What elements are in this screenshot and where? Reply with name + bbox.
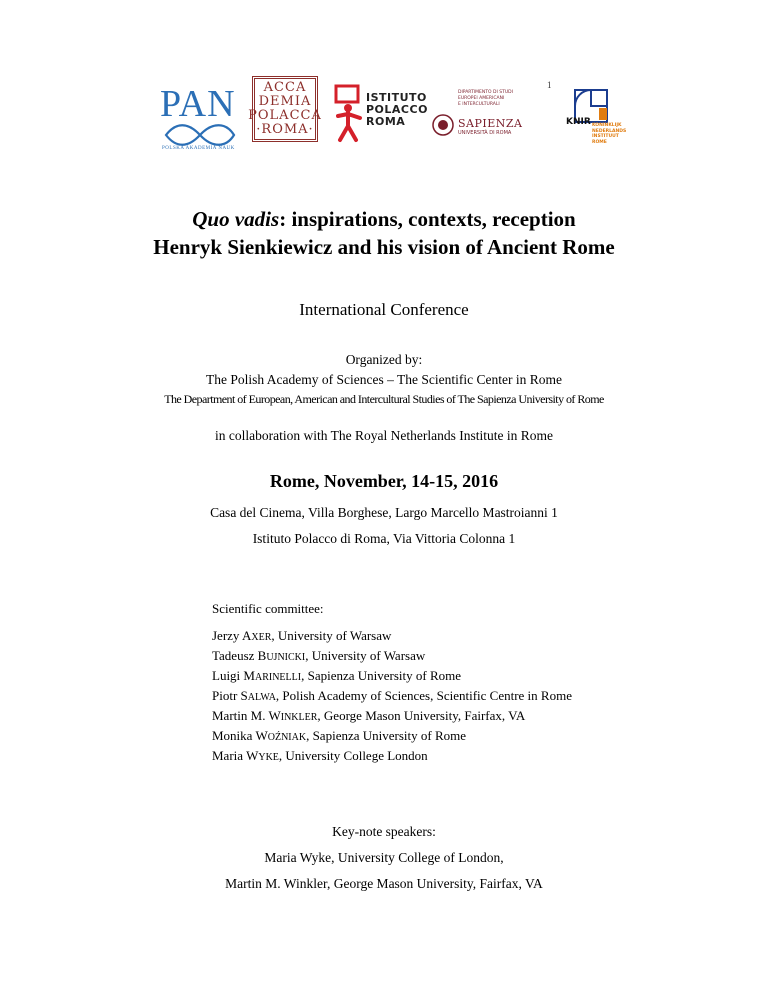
member-affiliation: , University of Warsaw: [305, 648, 426, 663]
member-affiliation: , University College London: [278, 748, 428, 763]
sapienza-name: SAPIENZA: [458, 117, 523, 130]
member-first: Martin M.: [212, 708, 269, 723]
sapienza-university: UNIVERSITÀ DI ROMA: [458, 130, 512, 136]
member-last-rest: ARINELLI: [254, 672, 302, 683]
sapienza-dept-line-2: EUROPEI AMERICANI: [458, 96, 505, 101]
member-first: Jerzy: [212, 628, 242, 643]
member-last-initial: B: [257, 648, 267, 663]
member-affiliation: , Sapienza University of Rome: [301, 668, 462, 683]
member-first: Piotr: [212, 688, 241, 703]
infinity-icon: [160, 122, 240, 148]
accademia-line-2: DEMIA: [258, 94, 312, 109]
title-italic: Quo vadis: [192, 207, 280, 231]
accademia-line-4: ·ROMA·: [256, 122, 314, 137]
knir-sub-1: KONINKLIJK: [592, 123, 622, 128]
member-first: Monika: [212, 728, 256, 743]
committee-member: [212, 628, 391, 644]
member-affiliation: , Sapienza University of Rome: [306, 728, 467, 743]
conference-date: Rome, November, 14-15, 2016: [269, 471, 499, 491]
pan-logo-subtitle: POLSKA AKADEMIA NAUK: [162, 146, 235, 151]
keynote-speaker-1: Maria Wyke, University College of London,: [264, 850, 504, 865]
sapienza-dept-line-3: E INTERCULTURALI: [458, 102, 500, 107]
member-affiliation: , University of Warsaw: [271, 628, 392, 643]
member-last-rest: OŹNIAK: [267, 732, 307, 743]
committee-member: [212, 728, 466, 744]
istituto-line-3: ROMA: [366, 115, 406, 128]
organized-label: Organized by:: [345, 352, 423, 367]
member-last-initial: S: [240, 688, 248, 703]
organizer-1: The Polish Academy of Sciences – The Scientific Center in Rome: [206, 372, 562, 387]
member-first: Tadeusz: [212, 648, 258, 663]
member-first: Luigi: [212, 668, 244, 683]
sapienza-logo: [432, 90, 532, 140]
committee-member: [212, 648, 425, 664]
member-last-rest: ALWA: [247, 692, 276, 703]
accademia-line-1: ACCA: [263, 80, 307, 95]
member-last-initial: W: [255, 728, 268, 743]
title-line-1: [0, 205, 768, 233]
knir-sub-4: ROME: [592, 139, 607, 145]
member-last-initial: M: [243, 668, 255, 683]
member-affiliation: , George Mason University, Fairfax, VA: [317, 708, 526, 723]
member-first: Maria: [212, 748, 247, 763]
member-last-initial: W: [268, 708, 281, 723]
collaboration: in collaboration with The Royal Netherlands Institute in Rome: [215, 428, 553, 443]
accademia-polacca-logo: [248, 76, 322, 142]
keynote-speaker-2: Martin M. Winkler, George Mason University, Fairfax, VA: [225, 876, 543, 891]
conference-subtitle: International Conference: [299, 300, 469, 319]
sapienza-seal-icon: [432, 114, 454, 136]
knir-logo: [566, 88, 646, 150]
pan-logo: [160, 83, 240, 152]
venue-2: Istituto Polacco di Roma, Via Vittoria Colonna 1: [252, 531, 516, 546]
istituto-polacco-logo: [332, 84, 428, 144]
accademia-line-3: POLACCA: [248, 108, 322, 123]
title-line-1-rest: : inspirations, contexts, reception: [279, 207, 576, 231]
member-last-rest: UJNICKI: [266, 652, 306, 663]
member-last-rest: INKLER: [280, 712, 318, 723]
page-number: 1: [547, 80, 552, 90]
committee-member: [212, 748, 428, 764]
knir-sub-3: INSTITUUT: [592, 134, 619, 139]
member-affiliation: , Polish Academy of Sciences, Scientific Centre in Rome: [275, 688, 572, 703]
istituto-line-2: POLACCO: [366, 103, 428, 116]
committee-member: [212, 708, 525, 724]
venue-1: Casa del Cinema, Villa Borghese, Largo Marcello Mastroianni 1: [210, 505, 558, 520]
istituto-line-1: ISTITUTO: [366, 91, 427, 104]
committee-member: [212, 688, 572, 704]
figure-icon: [332, 84, 366, 144]
member-last-rest: XER: [251, 632, 272, 643]
sapienza-dept-line-1: DIPARTIMENTO DI STUDI: [458, 90, 513, 95]
member-last-rest: YKE: [258, 752, 279, 763]
committee-member: [212, 668, 461, 684]
committee-label: Scientific committee:: [212, 601, 324, 616]
keynote-label: Key-note speakers:: [332, 824, 436, 839]
title-line-2: Henryk Sienkiewicz and his vision of Ancient Rome: [153, 235, 615, 259]
pan-logo-text: PAN: [160, 83, 236, 125]
knir-abbr: KNIR: [566, 117, 591, 127]
member-last-initial: A: [241, 628, 252, 643]
knir-sub-2: NEDERLANDS: [592, 128, 627, 134]
member-last-initial: W: [246, 748, 259, 763]
organizer-2: The Department of European, American and Intercultural Studies of The Sapienza University of Rome: [164, 392, 604, 406]
